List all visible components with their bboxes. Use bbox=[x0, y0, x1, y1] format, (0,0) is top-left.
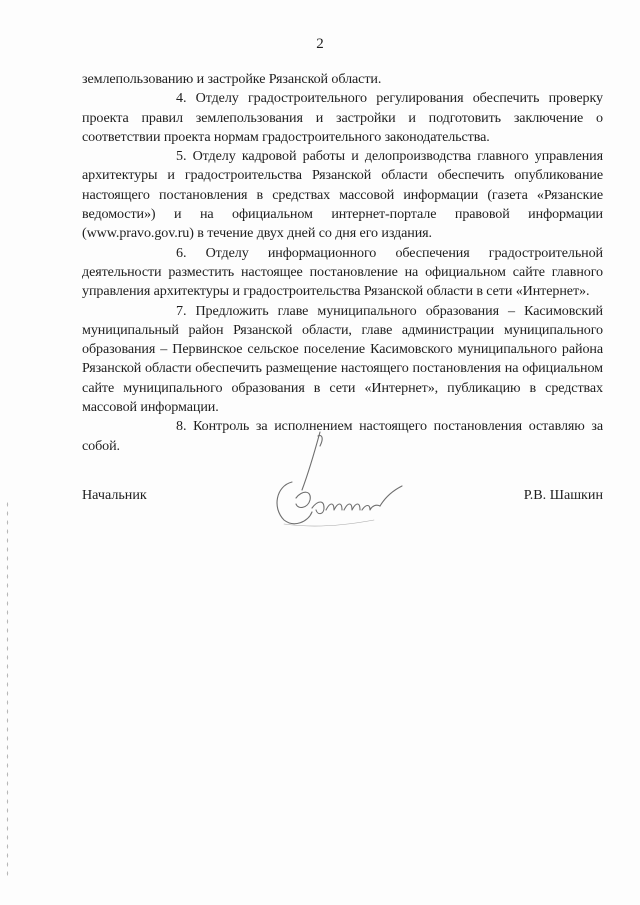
page-number: 2 bbox=[316, 36, 324, 52]
signer-position: Начальник bbox=[82, 487, 147, 503]
paragraph-text: Отделу информационного обеспечения градостроительной деятельности разместить настоящее постановление на официальном сайте главного управления архитектуры и градостроительства Рязанской области в сети «Интернет». bbox=[82, 244, 603, 300]
scan-margin-artifact bbox=[6, 500, 9, 880]
paragraph-number: 4. bbox=[176, 90, 187, 107]
paragraph-5 bbox=[82, 147, 603, 243]
paragraph-4 bbox=[82, 89, 603, 147]
handwritten-signature bbox=[262, 424, 412, 534]
paragraph-number: 5. bbox=[176, 148, 187, 165]
paragraph-number: 6. bbox=[176, 244, 187, 261]
document-body bbox=[82, 70, 603, 456]
paragraph-number: 8. bbox=[176, 418, 187, 435]
paragraph-continuation bbox=[82, 70, 603, 89]
paragraph-text: Контроль за исполнением настоящего постановления оставляю за собой. bbox=[82, 418, 603, 454]
paragraph-number: 7. bbox=[176, 302, 187, 319]
paragraph-text: Отделу кадровой работы и делопроизводства главного управления архитектуры и градостроительства Рязанской области обеспечить опубликование настоящего постановления в средствах массовой информации (газета «Рязанские ведомости») и на официальном интернет-портале правовой информации (www.pravo.gov.ru) в течение двух дней со дня его издания. bbox=[82, 148, 603, 242]
paragraph-6 bbox=[82, 244, 603, 302]
paragraph-text: Отделу градостроительного регулирования обеспечить проверку проекта правил землепользования и застройки и подготовить заключение о соответствии проекта нормам градостроительного законодательства. bbox=[82, 90, 603, 145]
paragraph-text: землепользованию и застройке Рязанской области. bbox=[82, 71, 382, 87]
paragraph-text: Предложить главе муниципального образования – Касимовский муниципальный район Рязанской области, главе администрации муниципального образования – Первинское сельское поселение Касимовского муниципального района Рязанской области обеспечить размещение настоящего постановления на официальном сайте муниципального образования в сети «Интернет», публикацию в средствах массовой информации. bbox=[82, 302, 603, 416]
paragraph-7 bbox=[82, 302, 603, 418]
signer-name: Р.В. Шашкин bbox=[523, 487, 603, 503]
